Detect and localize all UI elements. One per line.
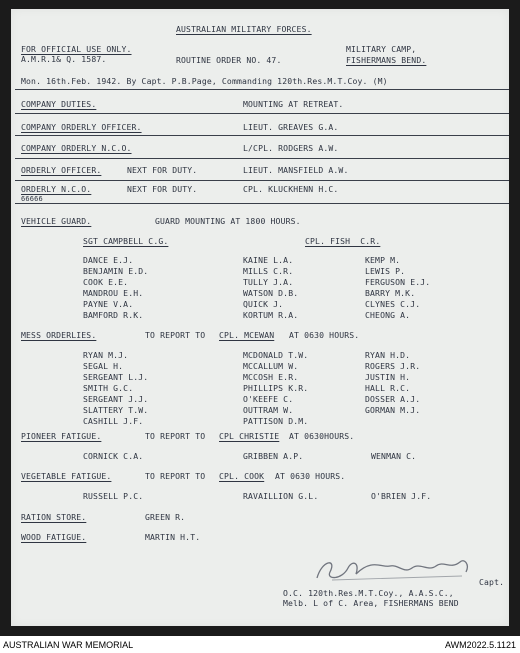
archive-footer xyxy=(0,636,520,653)
mess-name: JUSTIN H. xyxy=(365,372,411,382)
routine-order-number: ROUTINE ORDER NO. 47. xyxy=(176,55,282,65)
mess-name: SLATTERY T.W. xyxy=(83,405,149,415)
pioneer-name: GRIBBEN A.P. xyxy=(243,451,304,461)
divider xyxy=(15,158,509,159)
guard-name: TULLY J.A. xyxy=(243,277,294,287)
mess-name: DOSSER A.J. xyxy=(365,394,421,404)
guard-leader-right: CPL. FISH C.R. xyxy=(305,236,381,246)
guard-name: KORTUM R.A. xyxy=(243,310,299,320)
ration-store-name: GREEN R. xyxy=(145,512,186,522)
divider xyxy=(15,135,509,136)
duty-extra-orderly-officer-next: NEXT FOR DUTY. xyxy=(127,165,198,175)
mess-name: CASHILL J.F. xyxy=(83,416,144,426)
mess-name: RYAN H.D. xyxy=(365,350,411,360)
duty-value-orderly-nco-next: CPL. KLUCKHENN H.C. xyxy=(243,184,339,194)
archive-reference: AWM2022.5.1121 xyxy=(444,640,516,650)
mess-orderlies-label: MESS ORDERLIES. xyxy=(21,330,97,340)
mess-note-name: CPL. MCEWAN xyxy=(219,330,275,340)
signature-line-1: O.C. 120th.Res.M.T.Coy., A.A.S.C., xyxy=(283,588,454,598)
duty-value-orderly-officer-next: LIEUT. MANSFIELD A.W. xyxy=(243,165,349,175)
guard-name: FERGUSON E.J. xyxy=(365,277,431,287)
divider xyxy=(15,113,509,114)
mess-name: O'KEEFE C. xyxy=(243,394,294,404)
duty-label-orderly-nco-next: ORDERLY N.C.O. xyxy=(21,184,92,194)
duty-label-company-duties: COMPANY DUTIES. xyxy=(21,99,97,109)
pioneer-note-name: CPL CHRISTIE xyxy=(219,431,280,441)
handwritten-signature xyxy=(312,550,492,590)
guard-name: MANDROU E.H. xyxy=(83,288,144,298)
vegetable-name: RUSSELL P.C. xyxy=(83,491,144,501)
document-page xyxy=(11,9,509,626)
mess-name: ROGERS J.R. xyxy=(365,361,421,371)
date-line: Mon. 16th.Feb. 1942. By Capt. P.B.Page, Commanding 120th.Res.M.T.Coy. (M) xyxy=(21,76,388,86)
vegetable-fatigue-label: VEGETABLE FATIGUE. xyxy=(21,471,112,481)
pioneer-name: WENMAN C. xyxy=(371,451,417,461)
guard-name: MILLS C.R. xyxy=(243,266,294,276)
divider xyxy=(15,203,509,204)
divider xyxy=(15,180,509,181)
signature-line-2: Melb. L of C. Area, FISHERMANS BEND xyxy=(283,598,459,608)
document-title: AUSTRALIAN MILITARY FORCES. xyxy=(176,24,312,34)
mess-name: RYAN M.J. xyxy=(83,350,129,360)
guard-name: KEMP M. xyxy=(365,255,401,265)
mess-note-suffix: AT 0630 HOURS. xyxy=(289,330,360,340)
guard-name: BENJAMIN E.D. xyxy=(83,266,149,276)
guard-name: CLYNES C.J. xyxy=(365,299,421,309)
overtype-mark: 66666 xyxy=(21,195,43,203)
vegetable-note-prefix: TO REPORT TO xyxy=(145,471,206,481)
guard-name: COOK E.E. xyxy=(83,277,129,287)
vegetable-note-name: CPL. COOK xyxy=(219,471,265,481)
wood-fatigue-label: WOOD FATIGUE. xyxy=(21,532,87,542)
mess-name: GORMAN M.J. xyxy=(365,405,421,415)
official-use-line: FOR OFFICIAL USE ONLY. xyxy=(21,44,132,54)
guard-name: WATSON D.B. xyxy=(243,288,299,298)
guard-name: QUICK J. xyxy=(243,299,284,309)
pioneer-note-prefix: TO REPORT TO xyxy=(145,431,206,441)
duty-label-orderly-officer-next: ORDERLY OFFICER. xyxy=(21,165,102,175)
vehicle-guard-note: GUARD MOUNTING AT 1800 HOURS. xyxy=(155,216,301,226)
vegetable-name: RAVAILLION G.L. xyxy=(243,491,319,501)
ration-store-label: RATION STORE. xyxy=(21,512,87,522)
camp-line-2: FISHERMANS BEND. xyxy=(346,55,427,65)
pioneer-note-suffix: AT 0630HOURS. xyxy=(289,431,355,441)
camp-line-1: MILITARY CAMP, xyxy=(346,44,417,54)
duty-label-orderly-officer: COMPANY ORDERLY OFFICER. xyxy=(21,122,142,132)
vehicle-guard-label: VEHICLE GUARD. xyxy=(21,216,92,226)
guard-name: CHEONG A. xyxy=(365,310,411,320)
mess-name: SEGAL H. xyxy=(83,361,124,371)
mess-name: MCCALLUM W. xyxy=(243,361,299,371)
mess-note-prefix: TO REPORT TO xyxy=(145,330,206,340)
duty-value-company-duties: MOUNTING AT RETREAT. xyxy=(243,99,344,109)
amr-reference: A.M.R.1& Q. 1587. xyxy=(21,54,107,64)
guard-name: BAMFORD R.K. xyxy=(83,310,144,320)
pioneer-name: CORNICK C.A. xyxy=(83,451,144,461)
vegetable-note-suffix: AT 0630 HOURS. xyxy=(275,471,346,481)
duty-value-orderly-nco: L/CPL. RODGERS A.W. xyxy=(243,143,339,153)
mess-name: SERGEANT L.J. xyxy=(83,372,149,382)
mess-name: MCDONALD T.W. xyxy=(243,350,309,360)
mess-name: OUTTRAM W. xyxy=(243,405,294,415)
mess-name: SERGEANT J.J. xyxy=(83,394,149,404)
mess-name: HALL R.C. xyxy=(365,383,411,393)
duty-value-orderly-officer: LIEUT. GREAVES G.A. xyxy=(243,122,339,132)
guard-name: LEWIS P. xyxy=(365,266,406,276)
guard-name: BARRY M.K. xyxy=(365,288,416,298)
wood-fatigue-name: MARTIN H.T. xyxy=(145,532,201,542)
guard-leader-left: SGT CAMPBELL C.G. xyxy=(83,236,169,246)
guard-name: PAYNE V.A. xyxy=(83,299,134,309)
guard-name: KAINE L.A. xyxy=(243,255,294,265)
divider xyxy=(15,89,509,90)
guard-name: DANCE E.J. xyxy=(83,255,134,265)
mess-name: MCCOSH E.R. xyxy=(243,372,299,382)
mess-name: PHILLIPS K.R. xyxy=(243,383,309,393)
signature-rank: Capt. xyxy=(479,577,505,587)
mess-name: PATTISON D.M. xyxy=(243,416,309,426)
vegetable-name: O'BRIEN J.F. xyxy=(371,491,432,501)
archive-name: AUSTRALIAN WAR MEMORIAL xyxy=(3,640,134,650)
duty-extra-orderly-nco-next: NEXT FOR DUTY. xyxy=(127,184,198,194)
pioneer-fatigue-label: PIONEER FATIGUE. xyxy=(21,431,102,441)
duty-label-orderly-nco: COMPANY ORDERLY N.C.O. xyxy=(21,143,132,153)
mess-name: SMITH G.C. xyxy=(83,383,134,393)
